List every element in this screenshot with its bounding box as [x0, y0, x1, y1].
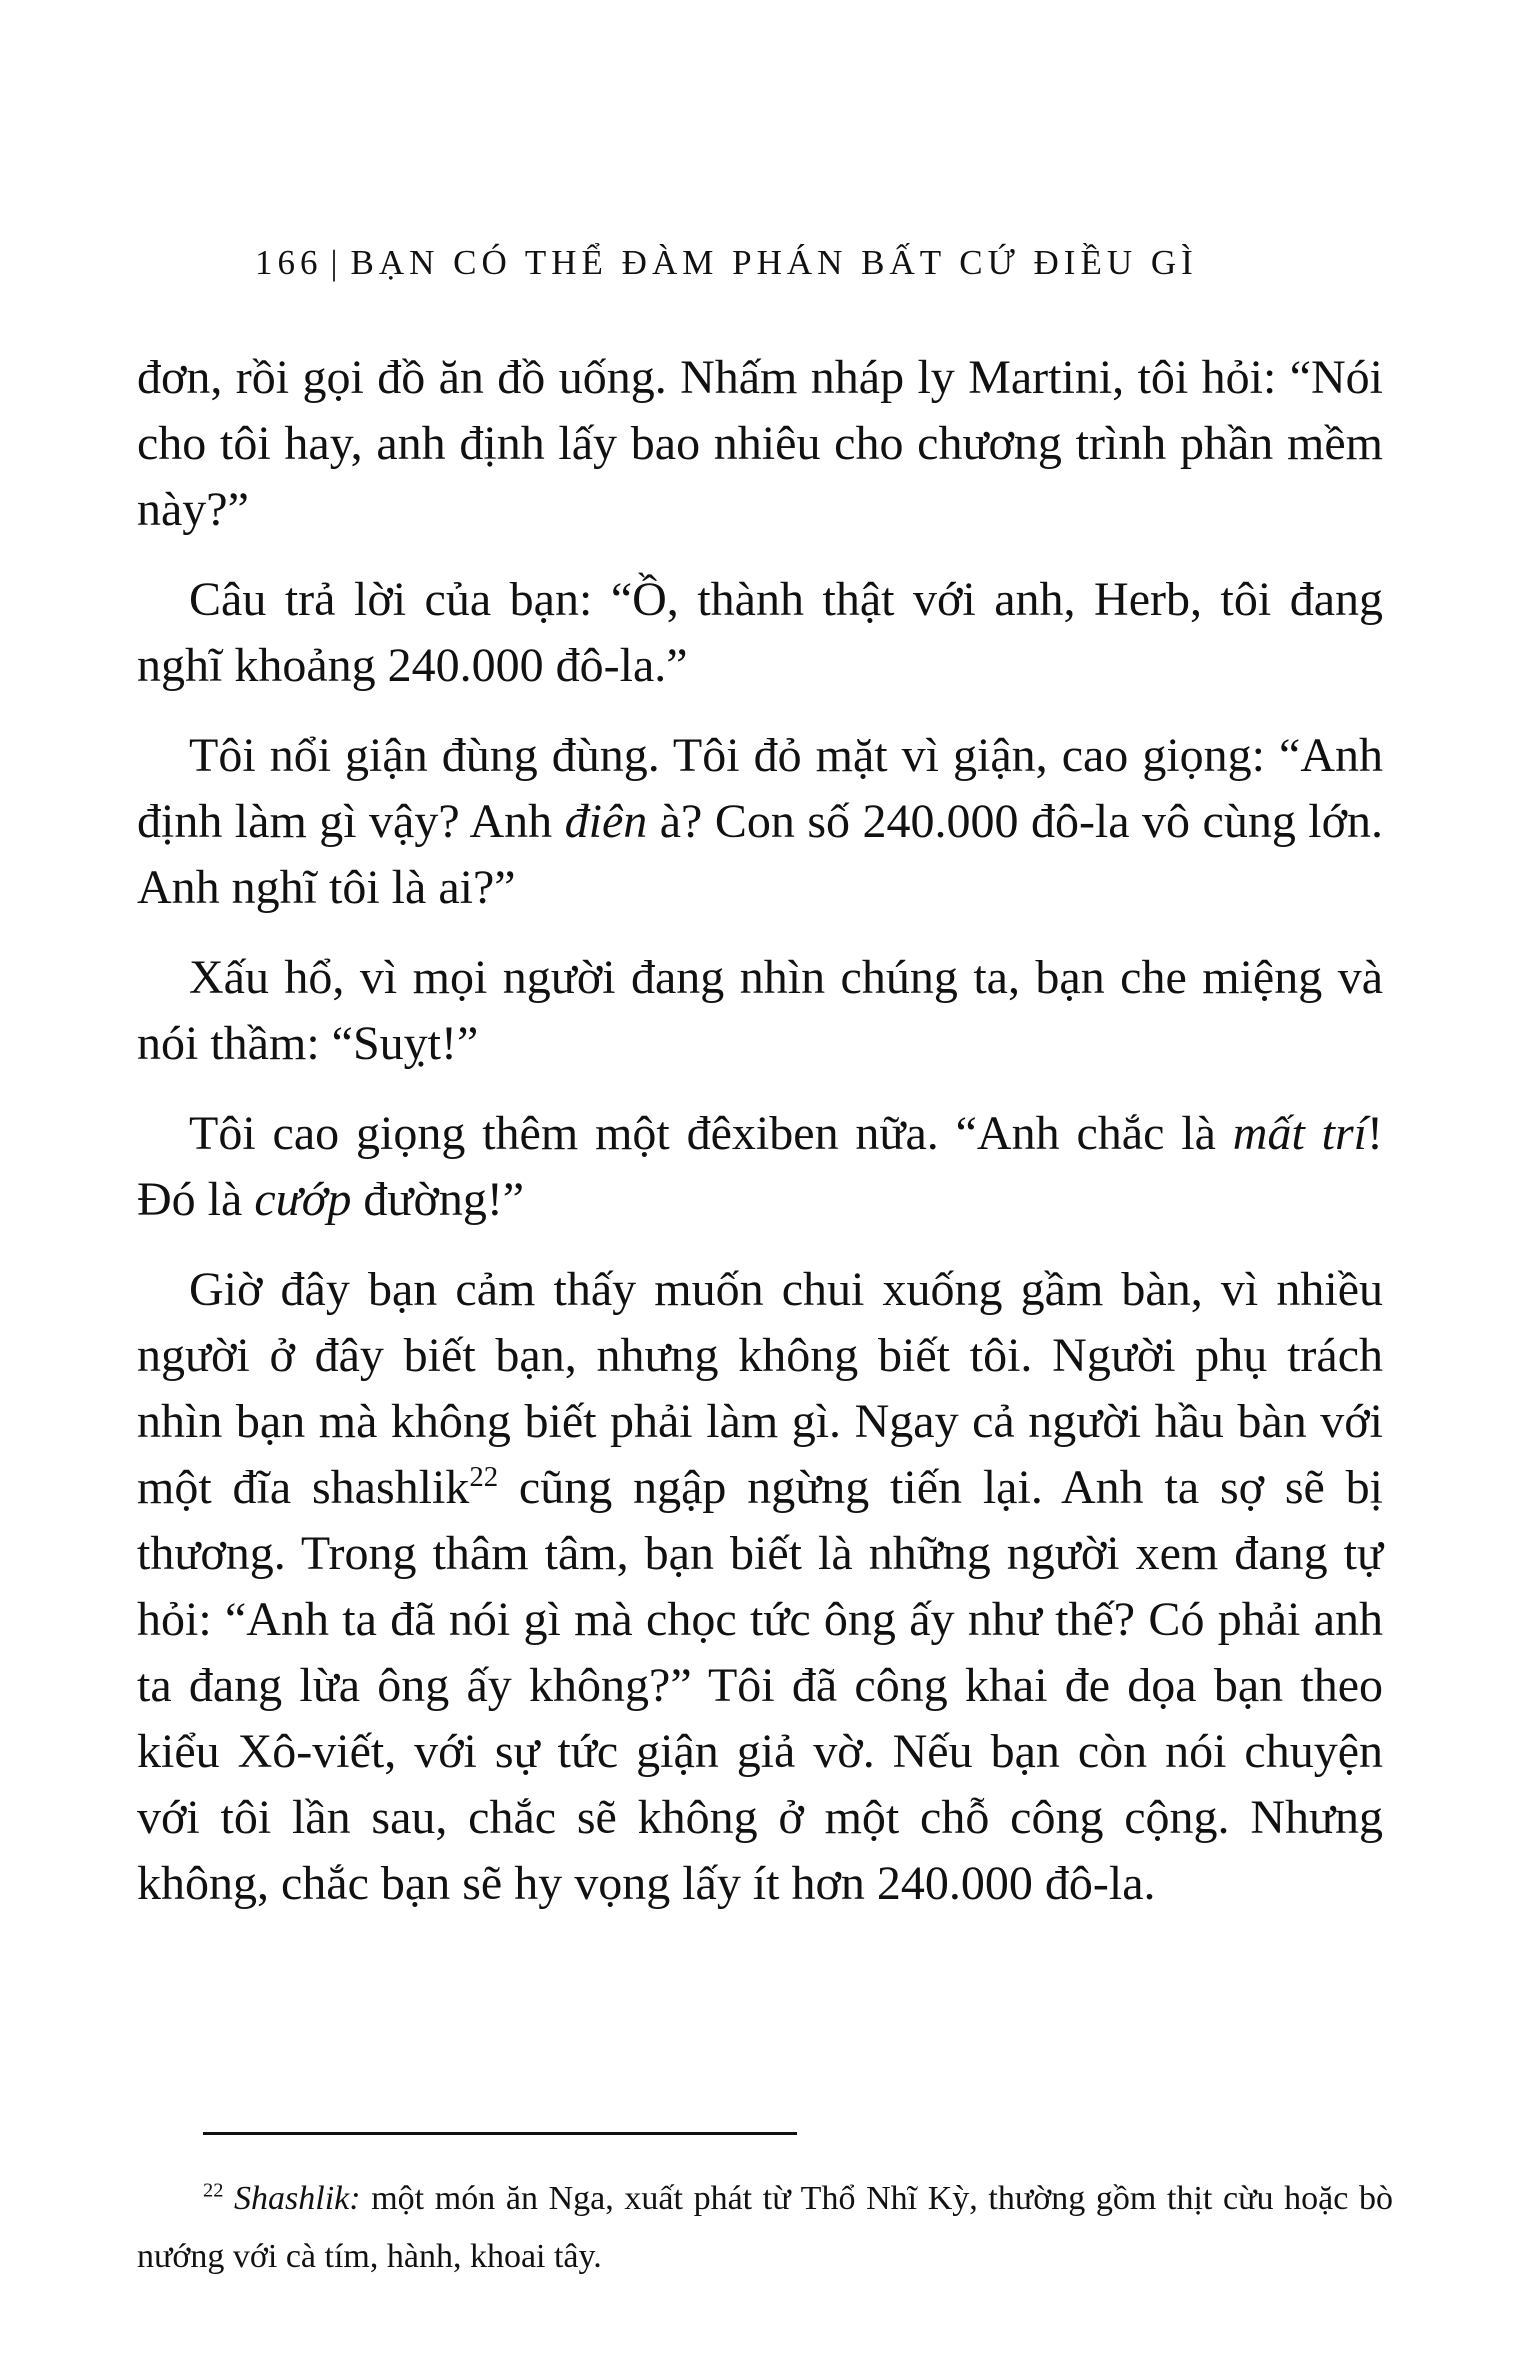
body-text: [137, 345, 1383, 1917]
running-header: [255, 243, 1198, 283]
footnote-divider: [203, 2132, 797, 2135]
paragraph-6: [137, 1257, 1383, 1917]
running-title: BẠN CÓ THỂ ĐÀM PHÁN BẤT CỨ ĐIỀU GÌ: [350, 243, 1198, 282]
paragraph-3-text-b: à? Con số 240.000 đô-la vô cùng lớn. Anh nghĩ tôi là ai?”: [137, 795, 1384, 914]
footnote: [137, 2170, 1393, 2286]
paragraph-5-text-c: đường!”: [351, 1173, 525, 1226]
paragraph-2: Câu trả lời của bạn: “Ồ, thành thật với anh, Herb, tôi đang nghĩ khoảng 240.000 đô-la.”: [137, 573, 1383, 692]
page-number: 166: [255, 243, 323, 282]
paragraph-5-text-b: ! Đó là: [137, 1107, 1383, 1226]
paragraph-3-emphasis: điên: [564, 795, 648, 848]
paragraph-4: Xấu hổ, vì mọi người đang nhìn chúng ta, bạn che miệng và nói thầm: “Suỵt!”: [137, 951, 1383, 1070]
footnote-term: Shashlik:: [234, 2180, 361, 2217]
paragraph-3: [137, 723, 1383, 921]
paragraph-5-emphasis-2: cướp: [254, 1173, 352, 1226]
footnote-text: một món ăn Nga, xuất phát từ Thổ Nhĩ Kỳ, thường gồm thịt cừu hoặc bò nướng với cà tím, hành, khoai tây.: [137, 2180, 1394, 2275]
paragraph-6-text-a: Giờ đây bạn cảm thấy muốn chui xuống gầm bàn, vì nhiều người ở đây biết bạn, nhưng không biết tôi. Người phụ trách nhìn bạn mà không biết phải làm gì. Ngay cả người hầu bàn với một đĩa shashlik: [137, 1263, 1383, 1514]
paragraph-6-text-b: cũng ngập ngừng tiến lại. Anh ta sợ sẽ bị thương. Trong thâm tâm, bạn biết là những người xem đang tự hỏi: “Anh ta đã nói gì mà chọc tức ông ấy như thế? Có phải anh ta đang lừa ông ấy không?” Tôi đã công khai đe dọa bạn theo kiểu Xô-viết, với sự tức giận giả vờ. Nếu bạn còn nói chuyện với tôi lần sau, chắc sẽ không ở một chỗ công cộng. Nhưng không, chắc bạn sẽ hy vọng lấy ít hơn 240.000 đô-la.: [137, 1461, 1383, 1910]
paragraph-3-text-a: Tôi nổi giận đùng đùng. Tôi đỏ mặt vì giận, cao giọng: “Anh định làm gì vậy? Anh: [137, 729, 1383, 848]
paragraph-5-text-a: Tôi cao giọng thêm một đêxiben nữa. “Anh chắc là: [189, 1107, 1233, 1160]
paragraph-5-emphasis-1: mất trí: [1232, 1107, 1368, 1160]
paragraph-1: đơn, rồi gọi đồ ăn đồ uống. Nhấm nháp ly Martini, tôi hỏi: “Nói cho tôi hay, anh định lấy bao nhiêu cho chương trình phần mềm này?”: [137, 351, 1383, 536]
footnote-number: 22: [203, 2179, 224, 2202]
paragraph-5: [137, 1101, 1383, 1233]
header-separator: |: [330, 243, 343, 282]
footnote-reference: 22: [469, 1461, 499, 1493]
